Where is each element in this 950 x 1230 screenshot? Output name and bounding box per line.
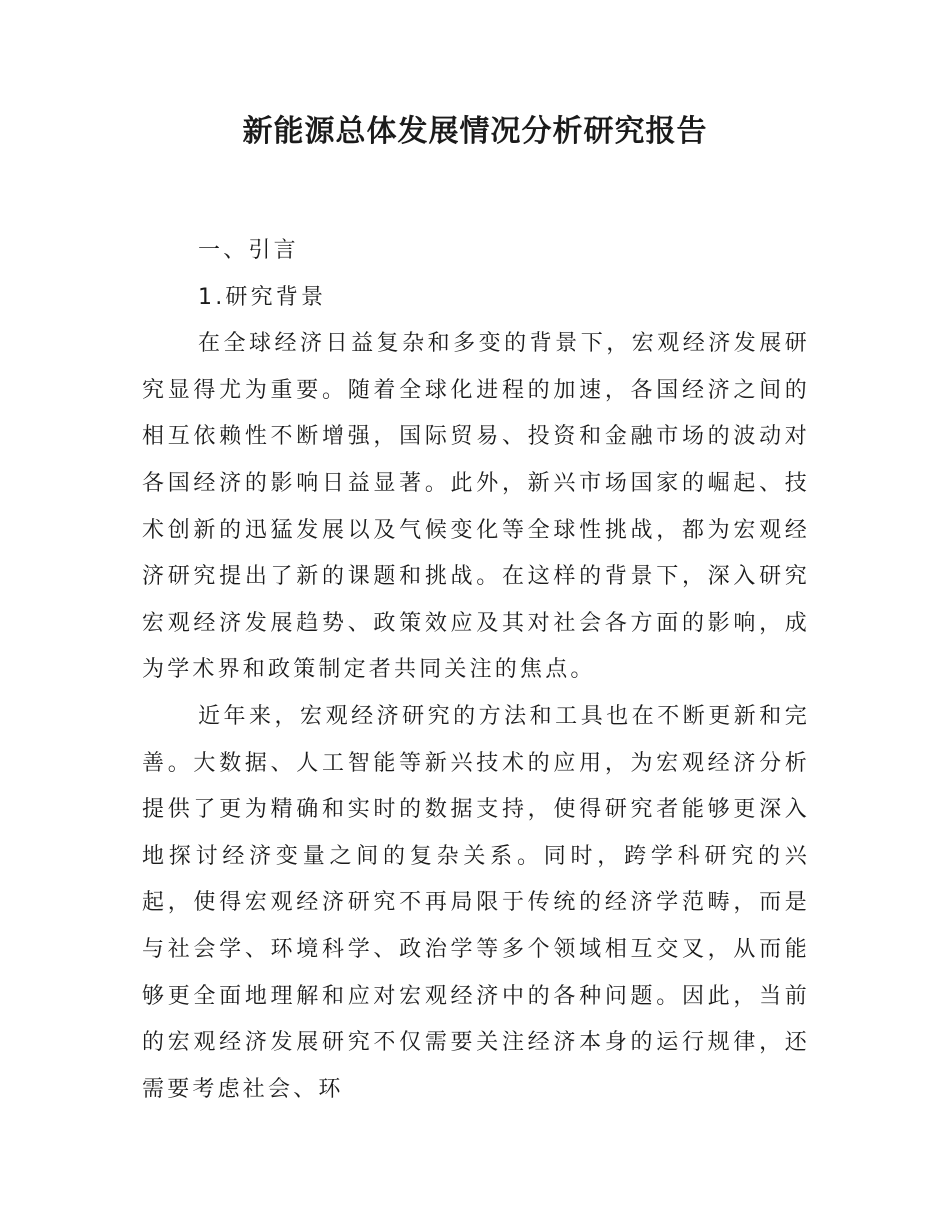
document-body (142, 228, 810, 1113)
paragraph-background-2: 近年来，宏观经济研究的方法和工具也在不断更新和完善。大数据、人工智能等新兴技术的应用，为宏观经济分析提供了更为精确和实时的数据支持，使得研究者能够更深入地探讨经济变量之间的复杂关系。同时，跨学科研究的兴起，使得宏观经济研究不再局限于传统的经济学范畴，而是与社会学、环境科学、政治学等多个领域相互交叉，从而能够更全面地理解和应对宏观经济中的各种问题。因此，当前的宏观经济发展研究不仅需要关注经济本身的运行规律，还需要考虑社会、环 (142, 703, 810, 1102)
document-title: 新能源总体发展情况分析研究报告 (242, 114, 708, 149)
subsection-heading-background: 1.研究背景 (198, 284, 327, 310)
paragraph-background-1: 在全球经济日益复杂和多变的背景下，宏观经济发展研究显得尤为重要。随着全球化进程的加速，各国经济之间的相互依赖性不断增强，国际贸易、投资和金融市场的波动对各国经济的影响日益显著。此外，新兴市场国家的崛起、技术创新的迅猛发展以及气候变化等全球性挑战，都为宏观经济研究提出了新的课题和挑战。在这样的背景下，深入研究宏观经济发展趋势、政策效应及其对社会各方面的影响，成为学术界和政策制定者共同关注的焦点。 (142, 331, 810, 683)
section-heading-introduction: 一、引言 (198, 238, 299, 263)
